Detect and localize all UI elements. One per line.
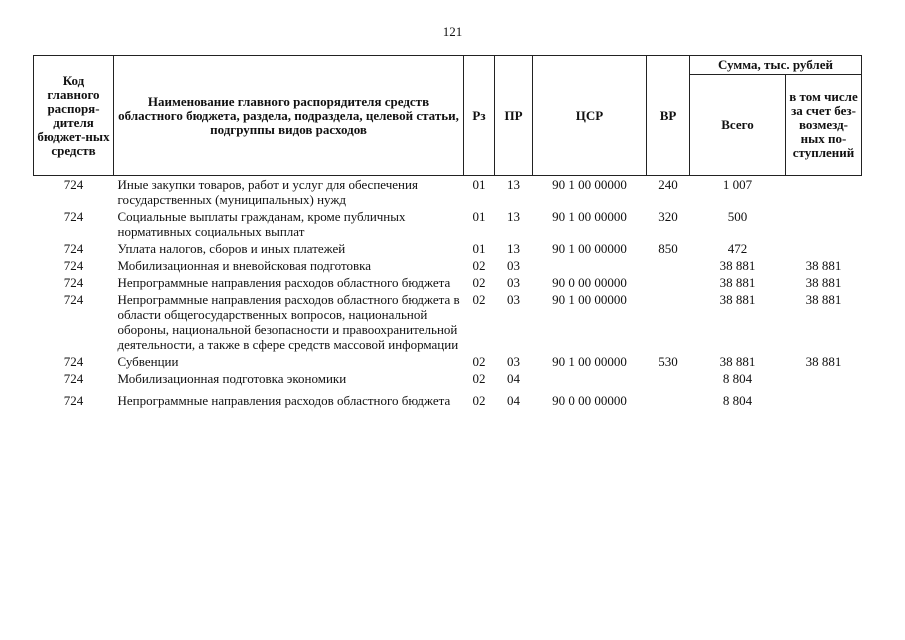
row-total: 8 804 <box>722 371 753 386</box>
page-number: 121 <box>442 24 463 39</box>
row-rz: 02 <box>472 371 486 386</box>
row-pr: 04 <box>507 393 520 408</box>
table-row <box>34 257 862 274</box>
row-pr: 03 <box>507 354 520 369</box>
row-rz: 02 <box>472 292 486 307</box>
row-total: 472 <box>727 241 748 256</box>
row-pr: 03 <box>507 275 520 290</box>
row-csr: 90 1 00 00000 <box>552 241 627 256</box>
row-vr <box>647 370 690 387</box>
table-row <box>34 176 862 209</box>
row-csr: 90 1 00 00000 <box>552 292 627 307</box>
header-row-top <box>34 56 862 75</box>
row-code: 724 <box>63 292 84 307</box>
row-free: 38 881 <box>805 258 842 273</box>
row-csr: 90 1 00 00000 <box>552 354 627 369</box>
row-total: 1 007 <box>722 177 753 192</box>
row-code: 724 <box>63 241 84 256</box>
table-row <box>34 274 862 291</box>
row-code: 724 <box>63 258 84 273</box>
row-free: 38 881 <box>805 292 842 307</box>
row-vr: 530 <box>658 354 678 369</box>
header-sum-group: Сумма, тыс. рублей <box>690 56 862 75</box>
row-pr: 13 <box>507 209 520 224</box>
header-name: Наименование главного распорядителя средств областного бюджета, раздела, подраздела, целевой статьи, подгруппы видов расходов <box>114 56 464 176</box>
row-name: Иные закупки товаров, работ и услуг для обеспечения государственных (муниципальных) нужд <box>117 177 418 207</box>
row-free <box>786 240 862 257</box>
header-rz: Рз <box>464 56 495 176</box>
table-body <box>34 176 862 410</box>
row-csr: 90 0 00 00000 <box>552 275 627 290</box>
header-csr: ЦСР <box>533 56 647 176</box>
row-name: Социальные выплаты гражданам, кроме публичных нормативных социальных выплат <box>117 209 406 239</box>
row-free <box>786 208 862 240</box>
row-vr <box>647 257 690 274</box>
header-pr: ПР <box>495 56 533 176</box>
row-pr: 04 <box>507 371 520 386</box>
row-pr: 03 <box>507 292 520 307</box>
row-csr: 90 1 00 00000 <box>552 177 627 192</box>
row-csr: 90 1 00 00000 <box>552 209 627 224</box>
table-row <box>34 291 862 353</box>
row-free: 38 881 <box>805 354 842 369</box>
row-free: 38 881 <box>805 275 842 290</box>
row-pr: 03 <box>507 258 520 273</box>
row-code: 724 <box>63 177 84 192</box>
header-total: Всего <box>690 75 786 176</box>
row-name: Уплата налогов, сборов и иных платежей <box>117 241 346 256</box>
row-name: Непрограммные направления расходов областного бюджета в области общегосударственных вопросов, национальной обороны, национальной безопасности и правоохранительной деятельности, а также в сфере средств массовой информации <box>117 292 460 352</box>
header-including-free: в том числе за счет без-возмезд-ных по-ступлений <box>786 75 862 176</box>
row-vr: 320 <box>658 209 678 224</box>
row-total: 38 881 <box>719 258 756 273</box>
row-csr: 90 0 00 00000 <box>552 393 627 408</box>
row-name: Непрограммные направления расходов областного бюджета <box>117 275 451 290</box>
header-code: Код главного распоря-дителя бюджет-ных средств <box>34 56 114 176</box>
row-vr: 240 <box>658 177 678 192</box>
table-row <box>34 208 862 240</box>
row-pr: 13 <box>507 241 520 256</box>
row-code: 724 <box>63 354 84 369</box>
row-free <box>786 370 862 387</box>
row-rz: 02 <box>472 354 486 369</box>
budget-table <box>33 55 862 409</box>
row-pr: 13 <box>507 177 520 192</box>
row-vr <box>647 291 690 353</box>
row-code: 724 <box>63 275 84 290</box>
row-free <box>786 176 862 209</box>
row-csr <box>533 257 647 274</box>
row-rz: 01 <box>472 241 486 256</box>
row-code: 724 <box>63 209 84 224</box>
row-rz: 02 <box>472 258 486 273</box>
row-total: 500 <box>727 209 748 224</box>
table-row <box>34 353 862 370</box>
row-vr <box>647 274 690 291</box>
row-rz: 02 <box>472 393 486 408</box>
row-rz: 01 <box>472 209 486 224</box>
table-row <box>34 370 862 387</box>
row-name: Мобилизационная подготовка экономики <box>117 371 347 386</box>
table-row <box>34 387 862 409</box>
row-free <box>786 387 862 409</box>
table-row <box>34 240 862 257</box>
row-total: 8 804 <box>722 393 753 408</box>
row-total: 38 881 <box>719 354 756 369</box>
row-csr <box>533 370 647 387</box>
row-vr <box>647 387 690 409</box>
row-rz: 01 <box>472 177 486 192</box>
row-total: 38 881 <box>719 275 756 290</box>
header-vr: ВР <box>647 56 690 176</box>
row-code: 724 <box>63 393 84 408</box>
row-rz: 02 <box>472 275 486 290</box>
row-code: 724 <box>63 371 84 386</box>
row-vr: 850 <box>658 241 678 256</box>
row-name: Непрограммные направления расходов областного бюджета <box>117 393 451 408</box>
row-name: Субвенции <box>117 354 179 369</box>
row-total: 38 881 <box>719 292 756 307</box>
row-name: Мобилизационная и вневойсковая подготовка <box>117 258 372 273</box>
